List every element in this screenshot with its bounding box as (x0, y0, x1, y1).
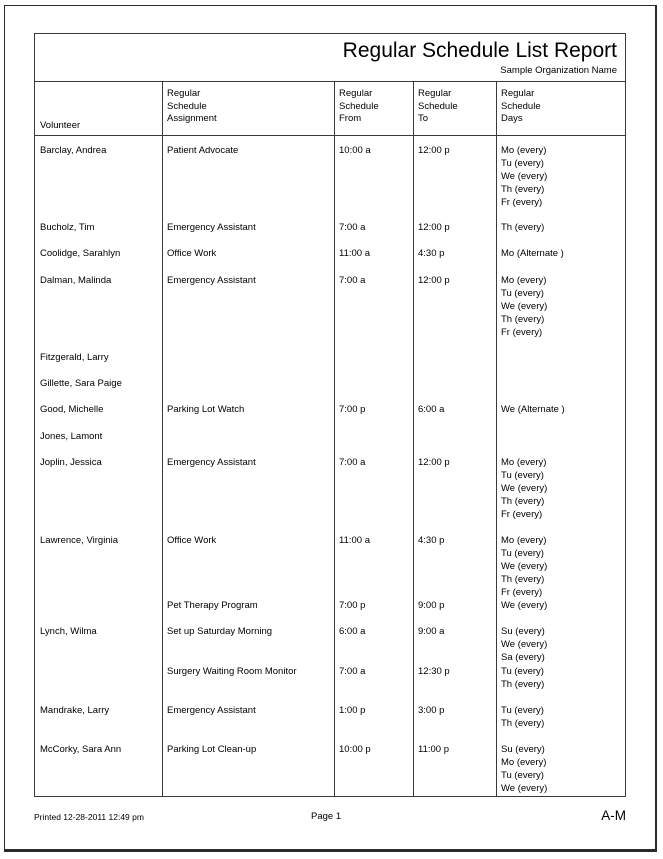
report-table (34, 33, 626, 797)
cell-assignment: Parking Lot Clean-up (167, 744, 257, 755)
column-header-to (413, 82, 496, 136)
schedule-day: Fr (every) (501, 327, 543, 339)
schedule-day: We (every) (501, 783, 548, 795)
cell-to: 9:00 p (418, 600, 445, 611)
schedule-day: Su (every) (501, 744, 545, 755)
cell-volunteer: Dalman, Malinda (40, 275, 112, 286)
cell-volunteer: McCorky, Sara Ann (40, 744, 122, 755)
schedule-day: Th (every) (501, 496, 545, 508)
schedule-day: Mo (every) (501, 535, 547, 546)
column-header-line: From (339, 113, 362, 124)
cell-volunteer: Jones, Lamont (40, 431, 103, 442)
cell-days (501, 625, 624, 664)
column-header-line: To (418, 113, 429, 124)
cell-days (501, 403, 624, 416)
cell-days (501, 274, 624, 339)
schedule-day: We (every) (501, 171, 548, 183)
column-header-line: Regular (339, 88, 373, 99)
report-header (35, 34, 625, 82)
schedule-day: Tu (every) (501, 705, 544, 716)
footer-page-number: Page 1 (311, 811, 342, 822)
column-header-line: Regular (167, 88, 201, 99)
column-header-line: Days (501, 113, 523, 124)
schedule-day: Th (every) (501, 184, 545, 196)
column-header-line: Assignment (167, 113, 217, 124)
cell-assignment: Office Work (167, 248, 217, 259)
cell-from: 7:00 a (339, 457, 366, 468)
cell-volunteer: Joplin, Jessica (40, 457, 102, 468)
cell-from: 6:00 a (339, 626, 366, 637)
cell-days (501, 144, 624, 209)
cell-assignment: Emergency Assistant (167, 705, 256, 716)
schedule-day: Mo (every) (501, 275, 547, 286)
schedule-day: Mo (every) (501, 457, 547, 468)
cell-volunteer: Gillette, Sara Paige (40, 378, 122, 389)
column-header-line: Regular (501, 88, 535, 99)
cell-volunteer: Bucholz, Tim (40, 222, 95, 233)
column-header-line: Schedule (339, 100, 379, 112)
page-title: Regular Schedule List Report (342, 39, 617, 62)
cell-volunteer: Mandrake, Larry (40, 705, 110, 716)
cell-to: 12:00 p (418, 145, 450, 156)
cell-to: 3:00 p (418, 705, 445, 716)
table-body (35, 136, 625, 797)
cell-from: 7:00 a (339, 666, 366, 677)
cell-from: 11:00 a (339, 248, 370, 259)
schedule-day: Fr (every) (501, 509, 543, 521)
cell-to: 12:30 p (418, 666, 450, 677)
schedule-day: Mo (every) (501, 145, 547, 156)
cell-from: 1:00 p (339, 705, 366, 716)
cell-from: 10:00 p (339, 744, 371, 755)
cell-days (501, 534, 624, 599)
cell-to: 9:00 a (418, 626, 445, 637)
cell-assignment: Parking Lot Watch (167, 404, 245, 415)
footer-printed-timestamp: Printed 12-28-2011 12:49 pm (34, 812, 144, 822)
cell-to: 12:00 p (418, 275, 450, 286)
cell-from: 10:00 a (339, 145, 371, 156)
cell-days (501, 704, 624, 730)
column-header-line: Schedule (167, 100, 207, 112)
schedule-day: Mo (Alternate ) (501, 248, 564, 259)
cell-days (501, 221, 624, 234)
column-header-line: Regular (418, 88, 452, 99)
schedule-day: Th (every) (501, 314, 545, 326)
schedule-day: Th (every) (501, 574, 545, 586)
schedule-day: We (every) (501, 600, 548, 611)
cell-volunteer: Good, Michelle (40, 404, 104, 415)
cell-volunteer: Lawrence, Virginia (40, 535, 118, 546)
schedule-day: Fr (every) (501, 197, 543, 209)
cell-assignment: Set up Saturday Morning (167, 626, 273, 637)
schedule-day: We (Alternate ) (501, 404, 565, 415)
cell-days (501, 743, 624, 795)
cell-to: 11:00 p (418, 744, 449, 755)
column-header-line: Schedule (418, 100, 458, 112)
cell-volunteer: Fitzgerald, Larry (40, 352, 109, 363)
cell-to: 6:00 a (418, 404, 445, 415)
report-footer (34, 810, 626, 830)
column-header-line: Volunteer (40, 120, 81, 131)
cell-from: 7:00 a (339, 222, 366, 233)
cell-assignment: Patient Advocate (167, 145, 239, 156)
cell-days (501, 247, 624, 260)
cell-from: 7:00 p (339, 600, 366, 611)
column-header-days (496, 82, 627, 136)
cell-assignment: Office Work (167, 535, 217, 546)
cell-to: 12:00 p (418, 457, 450, 468)
schedule-day: Mo (every) (501, 757, 547, 769)
schedule-day: We (every) (501, 639, 548, 651)
cell-from: 11:00 a (339, 535, 370, 546)
schedule-day: Tu (every) (501, 288, 544, 300)
schedule-day: Fr (every) (501, 587, 543, 599)
cell-to: 4:30 p (418, 535, 445, 546)
schedule-day: Th (every) (501, 679, 545, 691)
cell-assignment: Emergency Assistant (167, 457, 256, 468)
column-header-from (334, 82, 413, 136)
cell-to: 12:00 p (418, 222, 450, 233)
column-header-line: Schedule (501, 100, 541, 112)
schedule-day: Th (every) (501, 222, 545, 233)
column-header-assignment (162, 82, 334, 136)
schedule-day: Sa (every) (501, 652, 545, 664)
cell-volunteer: Coolidge, Sarahlyn (40, 248, 121, 259)
cell-to: 4:30 p (418, 248, 445, 259)
schedule-day: Th (every) (501, 718, 545, 730)
schedule-day: Tu (every) (501, 470, 544, 482)
organization-name: Sample Organization Name (500, 65, 617, 76)
cell-from: 7:00 p (339, 404, 366, 415)
cell-assignment: Pet Therapy Program (167, 600, 258, 611)
schedule-day: Tu (every) (501, 548, 544, 560)
cell-assignment: Emergency Assistant (167, 222, 256, 233)
schedule-day: Tu (every) (501, 770, 544, 782)
footer-range-label: A-M (601, 808, 626, 823)
cell-volunteer: Lynch, Wilma (40, 626, 97, 637)
schedule-day: We (every) (501, 561, 548, 573)
cell-from: 7:00 a (339, 275, 366, 286)
cell-days (501, 599, 624, 612)
schedule-day: We (every) (501, 483, 548, 495)
schedule-day: Su (every) (501, 626, 545, 637)
cell-days (501, 665, 624, 691)
cell-assignment: Emergency Assistant (167, 275, 256, 286)
column-header-volunteer (35, 82, 162, 136)
cell-assignment: Surgery Waiting Room Monitor (167, 666, 297, 677)
cell-days (501, 456, 624, 521)
schedule-day: We (every) (501, 301, 548, 313)
cell-volunteer: Barclay, Andrea (40, 145, 107, 156)
schedule-day: Tu (every) (501, 666, 544, 677)
schedule-day: Tu (every) (501, 158, 544, 170)
